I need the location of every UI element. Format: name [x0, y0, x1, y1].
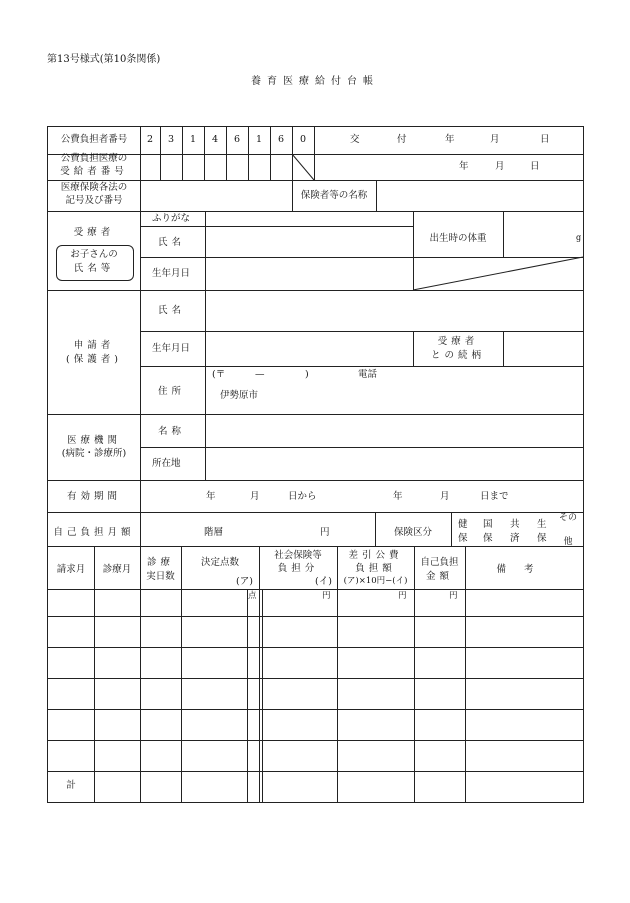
- rule-line: [270, 154, 271, 181]
- rule-line: [47, 180, 584, 181]
- social-insurance-header: 社会保険等: [274, 550, 322, 561]
- applicant-birthdate-label: 生年月日: [152, 343, 191, 354]
- rule-line: [47, 126, 584, 127]
- ins-type-other-2: 他: [563, 537, 573, 547]
- rule-line: [376, 180, 377, 212]
- ins-type: 健: [458, 519, 468, 530]
- recipient-number-label-2: 受給者番号: [60, 166, 128, 177]
- insurer-name-label: 保険者等の名称: [300, 190, 368, 201]
- rule-line: [94, 546, 95, 803]
- payer-digit: 1: [255, 134, 263, 145]
- rule-line: [182, 154, 183, 181]
- relation-label: 受療者: [437, 336, 479, 347]
- ins-type: 国: [483, 519, 493, 530]
- insurance-category-label: 保険区分: [393, 527, 432, 538]
- rule-line: [47, 480, 584, 481]
- rule-line: [204, 154, 205, 181]
- rule-line: [414, 546, 415, 803]
- rule-line: [262, 589, 263, 803]
- payer-digit: 2: [146, 134, 154, 145]
- rule-line: [413, 211, 414, 291]
- rule-line: [47, 512, 584, 513]
- applicant-sub-label: (保護者): [66, 354, 122, 365]
- rule-line: [503, 331, 504, 367]
- rule-line: [47, 740, 584, 741]
- postal-open: (〒: [212, 369, 226, 380]
- rule-line: [140, 257, 584, 258]
- postal-close: ): [305, 369, 309, 380]
- valid-to-year: 年: [393, 491, 403, 502]
- rule-line: [47, 709, 584, 710]
- recipient-number-label: 公費負担医療の: [60, 153, 128, 164]
- rule-line: [140, 366, 584, 367]
- rule-line: [451, 512, 452, 547]
- unit-yen: 円: [398, 591, 407, 601]
- issue-month: 月: [490, 134, 500, 145]
- public-burden-header-3: (ア)×10円−(イ): [343, 576, 408, 586]
- rule-line: [47, 771, 584, 772]
- unit-yen: 円: [322, 591, 331, 601]
- patient-birthdate-label: 生年月日: [152, 268, 191, 279]
- rule-line: [160, 154, 161, 181]
- unit-yen: 円: [449, 591, 458, 601]
- rule-line: [247, 589, 248, 803]
- address-label: 住所: [158, 386, 186, 397]
- rule-line: [465, 546, 466, 803]
- payer-digit: 1: [189, 134, 197, 145]
- insurance-code-label-2: 記号及び番号: [65, 195, 123, 206]
- rule-line: [140, 154, 141, 181]
- treatment-month-header: 診療月: [102, 564, 132, 575]
- issue-year: 年: [445, 134, 455, 145]
- rule-line: [226, 154, 227, 181]
- rule-line: [47, 678, 584, 679]
- payer-digit: 3: [167, 134, 175, 145]
- valid-to-month: 月: [440, 491, 450, 502]
- institution-sub-label: (病院・診療所): [61, 448, 127, 459]
- issue-label: 交: [350, 134, 360, 145]
- rule-line: [47, 589, 584, 590]
- rule-line: [47, 647, 584, 648]
- self-pay-header: 自己負担: [420, 557, 459, 568]
- self-pay-header-2: 金額: [425, 571, 453, 582]
- patient-label: 受療者: [73, 227, 115, 238]
- ins-type: 共: [510, 519, 520, 530]
- weight-unit: g: [576, 233, 582, 242]
- total-label: 計: [66, 780, 76, 791]
- institution-name-label: 名称: [158, 426, 186, 437]
- burden-yen: 円: [320, 527, 330, 538]
- request-month-header: 請求月: [56, 564, 86, 575]
- valid-from-month: 月: [250, 491, 260, 502]
- rule-line: [47, 290, 584, 291]
- rule-line: [47, 546, 584, 547]
- recipient-month: 月: [495, 161, 505, 172]
- recipient-year: 年: [459, 161, 469, 172]
- institution-label: 医療機関: [66, 435, 121, 446]
- public-burden-header-2: 負担額: [355, 563, 396, 574]
- rule-line: [140, 447, 584, 448]
- public-payer-number-label: 公費負担者番号: [60, 134, 128, 145]
- applicant-name-label: 氏名: [158, 305, 186, 316]
- ins-type: 済: [510, 533, 520, 544]
- rule-line: [140, 331, 584, 332]
- rule-line: [181, 546, 182, 803]
- rule-line: [140, 480, 141, 513]
- issue-label-2: 付: [397, 134, 407, 145]
- form-title: 養育医療給付台帳: [251, 76, 379, 87]
- rule-line: [503, 211, 504, 258]
- public-burden-header: 差引公費: [348, 550, 403, 561]
- rule-line: [140, 512, 141, 547]
- rule-line: [248, 154, 249, 181]
- ins-type: 生: [537, 519, 547, 530]
- patient-sub-label: お子さんの: [70, 249, 118, 260]
- address-city: 伊勢原市: [220, 390, 259, 401]
- unit-point: 点: [248, 591, 257, 601]
- points-header: 決定点数: [200, 557, 239, 568]
- social-insurance-header-2: 負担分: [277, 563, 319, 574]
- valid-to-day: 日まで: [480, 491, 509, 502]
- ins-type: 保: [537, 533, 547, 544]
- monthly-burden-label: 自己負担月額: [53, 527, 135, 538]
- rule-line: [140, 180, 141, 212]
- validity-label: 有効期間: [66, 491, 121, 502]
- ins-type: 保: [458, 533, 468, 544]
- payer-digit: 6: [233, 134, 241, 145]
- issue-day: 日: [540, 134, 550, 145]
- insurance-code-label: 医療保険各法の: [60, 182, 128, 193]
- valid-from-day: 日から: [288, 491, 317, 502]
- rule-line: [140, 226, 414, 227]
- rule-line: [259, 546, 260, 803]
- relation-label-2: との続柄: [430, 350, 485, 361]
- furigana-label: ふりがな: [152, 213, 191, 224]
- rule-line: [47, 414, 584, 415]
- patient-sub-label-2: 氏名等: [73, 263, 115, 274]
- recipient-day: 日: [530, 161, 540, 172]
- rule-line: [47, 616, 584, 617]
- rule-line: [314, 126, 315, 155]
- birth-weight-label: 出生時の体重: [429, 233, 487, 244]
- rule-line: [583, 126, 584, 803]
- rule-line: [47, 802, 584, 803]
- institution-location-label: 所在地: [152, 458, 181, 469]
- postal-dash: —: [255, 369, 265, 380]
- payer-digit: 4: [211, 134, 219, 145]
- rule-line: [140, 211, 141, 481]
- tier-label: 階層: [204, 527, 224, 538]
- payer-digit: 0: [299, 134, 307, 145]
- remarks-header: 備考: [496, 564, 552, 575]
- ins-type: 保: [483, 533, 493, 544]
- rule-line: [314, 154, 315, 181]
- social-insurance-header-3: (イ): [315, 576, 332, 587]
- days-header-2: 実日数: [146, 571, 175, 582]
- applicant-label: 申請者: [73, 340, 115, 351]
- patient-name-label: 氏名: [158, 237, 186, 248]
- days-header: 診療: [146, 557, 174, 568]
- valid-from-year: 年: [206, 491, 216, 502]
- rule-line: [205, 211, 206, 481]
- ins-type-other: その: [558, 513, 577, 523]
- rule-line: [140, 546, 141, 803]
- form-number: 第13号様式(第10条関係): [47, 54, 161, 65]
- points-header-2: (ア): [236, 576, 253, 587]
- payer-digit: 6: [277, 134, 285, 145]
- rule-line: [292, 154, 293, 181]
- phone-label: 電話: [358, 369, 378, 380]
